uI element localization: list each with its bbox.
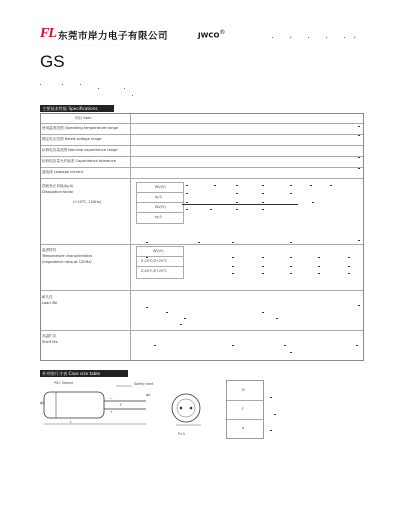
sub-divider	[137, 192, 183, 193]
lead-hole-right	[190, 407, 193, 410]
dissipation-condition: (+20℃, 120Hz)	[73, 200, 102, 204]
temperature-label-en2: (Impedance ratio at 120Hz)	[42, 260, 92, 264]
size-row-divider	[227, 400, 263, 401]
spec-row-operating-temperature: 使用温度范围 Operating temperature range	[42, 126, 118, 130]
column-divider	[130, 114, 131, 360]
temperature-wv-label: WV(V)	[153, 249, 164, 253]
size-col-d: D	[242, 388, 245, 392]
temperature-subgrid	[136, 246, 184, 279]
diameter-label: φD	[40, 401, 45, 405]
capacitor-body-outline	[44, 392, 104, 418]
spec-row-capacitance-tolerance: 标称电容量允许偏差 Capacitance tolerance	[42, 159, 116, 163]
row-divider	[41, 123, 363, 124]
row-divider	[41, 290, 363, 291]
specifications-heading: 主要技术性能 Specifications	[40, 105, 114, 112]
dissipation-subgrid	[136, 182, 184, 224]
pitch-label: P±1	[178, 432, 186, 436]
sub-divider	[137, 212, 183, 213]
size-row-divider	[227, 419, 263, 420]
spec-row-leakage-current: 漏电流 Leakage current	[42, 170, 84, 174]
temperature-z40-label: Z-40℃/Z+20℃	[141, 269, 168, 273]
dissipation-wv-label: WV(V)	[155, 185, 166, 189]
item-header: 项目 Item	[75, 116, 92, 120]
dissipation-value-line	[182, 204, 298, 205]
f-label: F	[120, 403, 122, 407]
lead-hole-left	[180, 407, 183, 410]
sub-divider	[137, 256, 183, 257]
dissipation-label-cn: 损耗角正切值(tg δ)	[42, 184, 74, 188]
temperature-z25-label: Z-25℃/Z+20℃	[141, 259, 168, 263]
row-divider	[41, 330, 363, 331]
case-size-table	[226, 380, 264, 439]
size-col-f: F	[242, 407, 244, 411]
shelf-life-label-en: Shelf life	[42, 340, 58, 344]
capacitor-drawing	[36, 378, 226, 430]
spec-row-rated-voltage: 额定电压范围 Rated voltage range	[42, 137, 102, 141]
row-divider	[41, 145, 363, 146]
case-size-heading: 外形图尺寸表 Case size table	[40, 370, 128, 377]
specifications-table	[40, 113, 364, 361]
dissipation-wv-label-2: WV(V)	[155, 205, 166, 209]
dissipation-tg-label: tg δ	[155, 195, 162, 199]
load-life-label-en: Load life	[42, 301, 58, 305]
capacitor-top-view	[172, 394, 200, 422]
brand-text: JWCO	[198, 31, 220, 40]
sub-divider	[137, 202, 183, 203]
row-divider	[41, 178, 363, 179]
spec-row-nominal-capacitance: 标称电容量范围 Nominal capacitance range	[42, 148, 118, 152]
registered-mark: ®	[219, 29, 226, 36]
plus-polarity-label: +	[110, 410, 113, 414]
size-col-lead-d: d	[242, 426, 245, 430]
brand-name	[198, 29, 225, 39]
temperature-label-en: Temperature characteristics	[42, 254, 93, 258]
dissipation-tg-label-2: tg δ	[155, 215, 162, 219]
load-life-label-cn: 耐久性	[42, 295, 53, 299]
series-title: GS	[40, 52, 65, 71]
length-label: L	[70, 420, 72, 424]
safety-vent-label: Safety vent	[134, 382, 154, 386]
row-divider	[41, 244, 363, 245]
dissipation-label-en: Dissipation factor	[42, 190, 74, 194]
shelf-life-label-cn: 高温贮存	[42, 334, 57, 338]
pvc-sleeve-label: PVC Sleeve	[54, 381, 74, 385]
row-divider	[41, 156, 363, 157]
company-logo: FL	[40, 26, 56, 41]
row-divider	[41, 167, 363, 168]
company-subline: . . . . . . . . . . . . . .	[58, 42, 120, 47]
lead-diameter-label: φd	[146, 393, 151, 397]
temperature-label-cn: 温度特性	[42, 248, 57, 252]
row-divider	[41, 134, 363, 135]
sub-divider	[137, 266, 183, 267]
company-name: 东莞市岸力电子有限公司	[58, 31, 169, 42]
capacitor-inner-ring	[177, 399, 195, 417]
minus-polarity-label: −	[110, 397, 113, 401]
